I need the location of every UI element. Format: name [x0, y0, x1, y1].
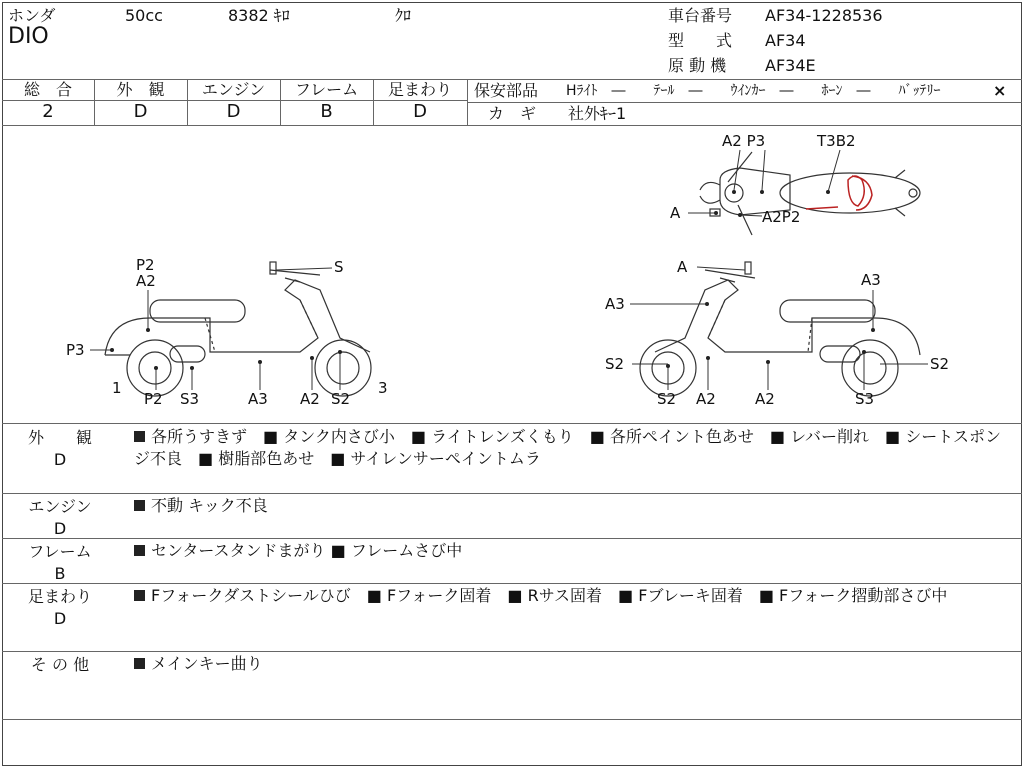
frame-label: フレーム	[294, 80, 359, 99]
label-right-bottom-s2: S2	[657, 390, 677, 408]
engine-model: AF34E	[765, 56, 816, 75]
suspension-label: 足まわり	[387, 80, 452, 99]
label-right-s2-left: S2	[605, 355, 625, 373]
remark-row-engine	[14, 497, 106, 539]
leader-lines	[90, 150, 928, 390]
remark-text: 不動 キック不良	[151, 496, 268, 515]
bullet-icon	[134, 500, 145, 511]
label-right-bottom-s3: S3	[855, 390, 875, 408]
overall-grade: 2	[42, 101, 54, 122]
label-bottom-s3: S3	[180, 390, 200, 408]
label-s: S	[334, 258, 344, 276]
label-bottom-p2: P2	[144, 390, 163, 408]
label-bottom-s2: S2	[331, 390, 351, 408]
safety-label: 保安部品	[474, 81, 539, 100]
label-3: 3	[378, 379, 388, 397]
mileage: 8382 ｷﾛ	[228, 6, 290, 25]
remark-text-frame	[134, 540, 1014, 562]
exterior-label: 外 観	[116, 80, 165, 99]
divider	[2, 651, 1022, 652]
remark-grade: B	[54, 564, 66, 583]
remark-row-suspension	[14, 587, 106, 629]
divider	[2, 493, 1022, 494]
engine-grade: D	[226, 101, 241, 122]
marker-dots	[110, 190, 875, 370]
color: ｸﾛ	[395, 6, 412, 25]
label-p2: P2	[136, 256, 155, 274]
remark-text-engine	[134, 495, 1014, 517]
remark-grade: D	[53, 609, 67, 628]
remark-text: センタースタンドまがり ■ フレームさび中	[151, 541, 463, 560]
label-right-s2-right: S2	[930, 355, 950, 373]
divider	[2, 719, 1022, 720]
label-a2p2: A2P2	[762, 208, 801, 226]
remark-label: エンジン	[28, 497, 92, 516]
remark-text: Fフォークダストシールひび ■ Fフォーク固着 ■ Rサス固着 ■ Fブレーキ固着 ■ Fフォーク摺動部さび中	[151, 586, 948, 605]
label-a-top: A	[670, 204, 681, 222]
key-value: 社外ｷｰ1	[568, 104, 627, 123]
bullet-icon	[134, 545, 145, 556]
bullet-icon	[134, 431, 145, 442]
label-t3b2: T3B2	[817, 132, 856, 150]
label-1: 1	[112, 379, 122, 397]
label-right-a: A	[677, 258, 688, 276]
damage-marks	[806, 176, 872, 210]
remark-row-frame	[14, 542, 106, 584]
displacement: 50cc	[125, 6, 163, 25]
remark-text-other	[134, 653, 1014, 675]
maker: ホンダ	[8, 6, 56, 25]
remark-label: 足まわり	[27, 587, 92, 606]
frame-no-label: 車台番号	[668, 6, 733, 25]
label-right-bottom-a2b: A2	[755, 390, 775, 408]
exterior-grade: D	[133, 101, 148, 122]
bullet-icon	[134, 590, 145, 601]
label-right-a3-top: A3	[861, 271, 881, 289]
label-bottom-a3: A3	[248, 390, 268, 408]
remark-text: 各所うすきず ■ タンク内さび小 ■ ライトレンズくもり ■ 各所ペイント色あせ ■ レバー削れ ■ シートスポンジ不良 ■ 樹脂部色あせ ■ サイレンサーペイントムラ	[134, 427, 1002, 468]
label-p3: P3	[66, 341, 85, 359]
suspension-grade: D	[413, 101, 427, 122]
engine-label: エンジン	[201, 80, 266, 99]
label-bottom-a2: A2	[300, 390, 320, 408]
engine-model-label: 原 動 機	[668, 56, 727, 75]
remark-grade: D	[53, 450, 67, 469]
battery-mark: ×	[993, 81, 1007, 100]
frame-grade: B	[320, 101, 333, 122]
label-right-a3-left: A3	[605, 295, 625, 313]
remark-row-other	[14, 655, 106, 675]
remark-label: 外 観	[27, 428, 92, 447]
model-name: DIO	[8, 24, 49, 49]
remark-text-suspension	[134, 585, 1014, 607]
divider	[2, 538, 1022, 539]
label-right-bottom-a2a: A2	[696, 390, 716, 408]
bullet-icon	[134, 658, 145, 669]
remark-grade: D	[53, 519, 67, 538]
overall-label: 総 合	[23, 80, 72, 99]
type-label: 型 式	[668, 31, 733, 50]
remark-label: そ の 他	[30, 655, 90, 674]
divider	[2, 583, 1022, 584]
key-label: カ ギ	[488, 104, 537, 123]
label-a2: A2	[136, 272, 156, 290]
label-a2p3: A2 P3	[722, 132, 766, 150]
safety-items: Hﾗｲﾄ ― ﾃｰﾙ ― ｳｲﾝｶｰ ― ﾎｰﾝ ― ﾊﾞｯﾃﾘｰ	[566, 83, 941, 99]
remark-text: メインキー曲り	[151, 654, 263, 673]
frame-no: AF34-1228536	[765, 6, 883, 25]
remark-text-exterior	[134, 426, 1014, 470]
remark-row-exterior	[14, 428, 106, 470]
type-value: AF34	[765, 31, 806, 50]
remark-label: フレーム	[28, 542, 92, 561]
